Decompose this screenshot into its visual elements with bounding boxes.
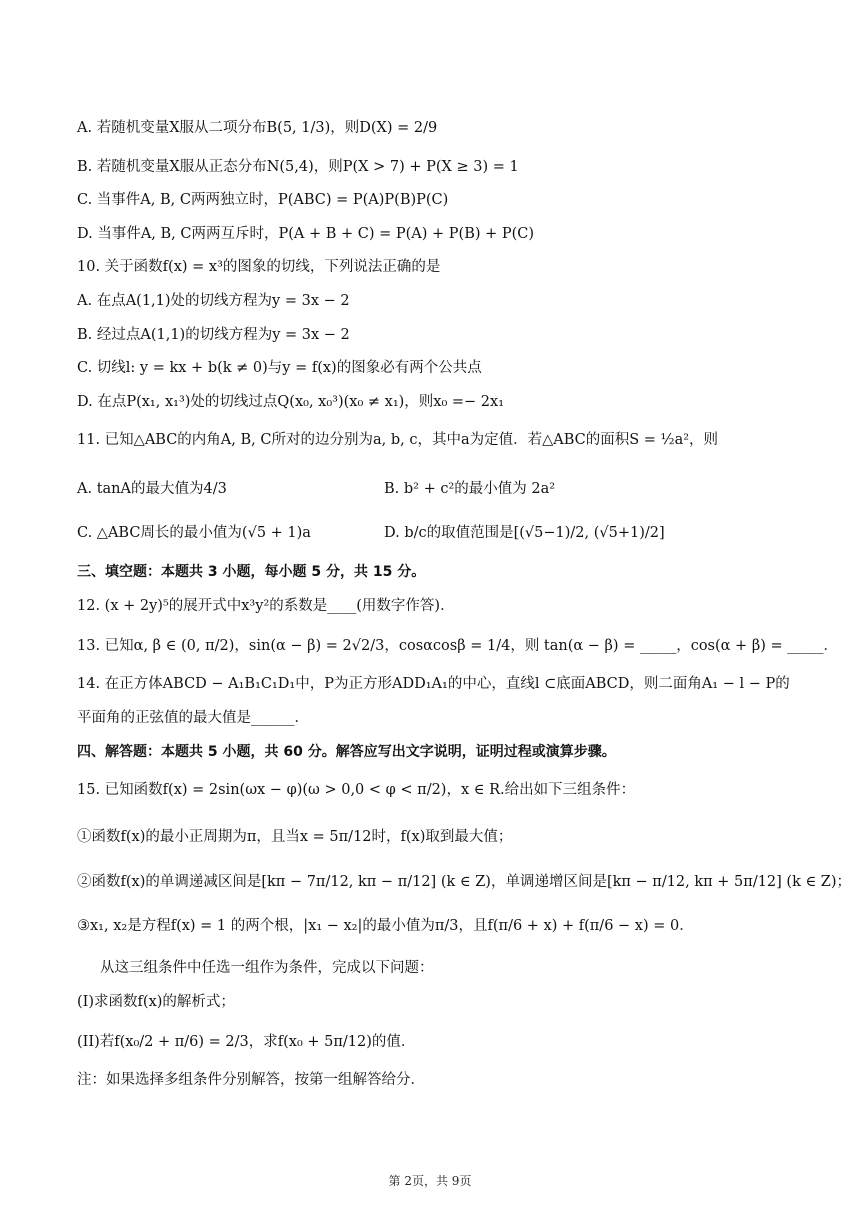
- subquestion-2: (II)若f(x₀/2 + π/6) = 2/3，求f(x₀ + 5π/12)的值．: [77, 1034, 416, 1050]
- question-11: 11. 已知△ABC的内角A, B, C所对的边分别为a, b, c，其中a为定值．若△ABC的面积S = ½a²，则: [77, 432, 719, 448]
- question-10: 10. 关于函数f(x) = x³的图象的切线，下列说法正确的是: [77, 259, 441, 275]
- question-12: 12. (x + 2y)⁵的展开式中x³y²的系数是____(用数字作答)．: [77, 598, 455, 614]
- condition-3: ③x₁, x₂是方程f(x) = 1 的两个根，|x₁ − x₂|的最小值为π/3，且f(π/6 + x) + f(π/6 − x) = 0．: [77, 918, 694, 934]
- option-10b: B. 经过点A(1,1)的切线方程为y = 3x − 2: [77, 327, 350, 343]
- condition-2: ②函数f(x)的单调递减区间是[kπ − 7π/12, kπ − π/12] (k ∈ Z)，单调递增区间是[kπ − π/12, kπ + 5π/12] (k ∈ Z)；: [77, 874, 852, 890]
- condition-1: ①函数f(x)的最小正周期为π，且当x = 5π/12时，f(x)取到最大值；: [77, 829, 513, 845]
- question-15: 15. 已知函数f(x) = 2sin(ωx − φ)(ω > 0,0 < φ < π/2)，x ∈ R.给出如下三组条件：: [77, 782, 636, 798]
- question-13: 13. 已知α, β ∈ (0, π/2)，sin(α − β) = 2√2/3，cosαcosβ = 1/4，则 tan(α − β) = _____，cos(α + β) = _____．: [77, 638, 838, 654]
- option-9b: B. 若随机变量X服从正态分布N(5,4)，则P(X > 7) + P(X ≥ 3) = 1: [77, 159, 519, 175]
- question-14: 14. 在正方体ABCD − A₁B₁C₁D₁中，P为正方形ADD₁A₁的中心，直线l ⊂底面ABCD，则二面角A₁ − l − P的: [77, 676, 790, 692]
- section-heading-fill-in: 三、填空题：本题共 3 小题，每小题 5 分，共 15 分。: [77, 564, 426, 580]
- option-9d: D. 当事件A, B, C两两互斥时，P(A + B + C) = P(A) + P(B) + P(C): [77, 226, 535, 242]
- option-11c: C. △ABC周长的最小值为(√5 + 1)a: [77, 525, 311, 541]
- page-footer: 第 2页，共 9页: [388, 1174, 472, 1188]
- instruction: 从这三组条件中任选一组作为条件，完成以下问题：: [100, 960, 434, 976]
- option-10c: C. 切线l: y = kx + b(k ≠ 0)与y = f(x)的图象必有两个公共点: [77, 360, 482, 376]
- option-11b: B. b² + c²的最小值为 2a²: [384, 481, 556, 497]
- option-11d: D. b/c的取值范围是[(√5−1)/2, (√5+1)/2]: [384, 525, 665, 541]
- question-14-cont: 平面角的正弦值的最大值是______．: [77, 710, 309, 726]
- option-10a: A. 在点A(1,1)处的切线方程为y = 3x − 2: [77, 293, 350, 309]
- option-9c: C. 当事件A, B, C两两独立时，P(ABC) = P(A)P(B)P(C): [77, 192, 449, 208]
- option-9a: A. 若随机变量X服从二项分布B(5, 1/3)，则D(X) = 2/9: [77, 120, 438, 136]
- option-11a: A. tanA的最大值为4/3: [77, 481, 227, 497]
- section-heading-answers: 四、解答题：本题共 5 小题，共 60 分。解答应写出文字说明，证明过程或演算步骤。: [77, 744, 616, 760]
- subquestion-1: (I)求函数f(x)的解析式；: [77, 994, 235, 1010]
- option-10d: D. 在点P(x₁, x₁³)处的切线过点Q(x₀, x₀³)(x₀ ≠ x₁)，则x₀ =− 2x₁: [77, 394, 505, 410]
- note: 注：如果选择多组条件分别解答，按第一组解答给分．: [77, 1072, 425, 1088]
